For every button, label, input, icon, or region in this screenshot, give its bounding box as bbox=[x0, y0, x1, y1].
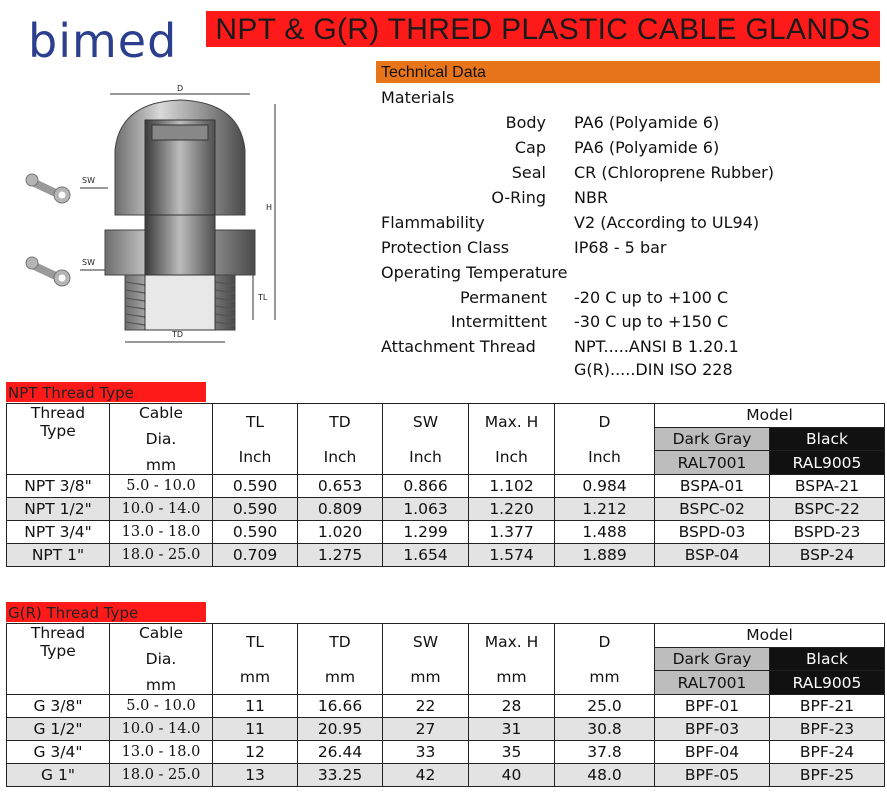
cap-label: Cap bbox=[514, 138, 546, 157]
gr-section-title: G(R) Thread Type bbox=[6, 602, 206, 622]
ral7001-header: RAL7001 bbox=[655, 451, 770, 475]
page-title: NPT & G(R) THRED PLASTIC CABLE GLANDS bbox=[206, 11, 880, 47]
sw-cell: 1.299 bbox=[383, 521, 469, 544]
tl-cell: 11 bbox=[213, 695, 298, 718]
model-dark-gray-cell: BSPA-01 bbox=[655, 475, 770, 498]
black-header: Black bbox=[770, 647, 885, 671]
tl-header: TL Inch bbox=[213, 404, 298, 475]
table-row bbox=[7, 764, 885, 787]
d-cell: 30.8 bbox=[555, 718, 655, 741]
sw-cell: 0.866 bbox=[383, 475, 469, 498]
cable-dia-cell: 13.0 - 18.0 bbox=[110, 741, 213, 764]
sw-cell: 42 bbox=[383, 764, 469, 787]
oring-label: O-Ring bbox=[491, 188, 546, 207]
permanent-label: Permanent bbox=[459, 288, 547, 307]
header-row bbox=[7, 404, 885, 428]
td-header: TD Inch bbox=[298, 404, 383, 475]
cable-dia-cell: 18.0 - 25.0 bbox=[110, 764, 213, 787]
model-black-cell: BPF-21 bbox=[770, 695, 885, 718]
tl-cell: 11 bbox=[213, 718, 298, 741]
model-black-cell: BSPC-22 bbox=[770, 498, 885, 521]
gr-spec-table bbox=[6, 623, 885, 787]
dark-gray-header: Dark Gray bbox=[655, 427, 770, 451]
thread-type-cell: G 1" bbox=[7, 764, 110, 787]
model-black-cell: BSP-24 bbox=[770, 544, 885, 567]
sw-cell: 22 bbox=[383, 695, 469, 718]
model-dark-gray-cell: BSP-04 bbox=[655, 544, 770, 567]
thread-type-cell: G 1/2" bbox=[7, 718, 110, 741]
body-label: Body bbox=[505, 113, 546, 132]
operating-temperature-label: Operating Temperature bbox=[381, 263, 568, 282]
td-cell: 0.809 bbox=[298, 498, 383, 521]
cable-dia-cell: 5.0 - 10.0 bbox=[110, 695, 213, 718]
wrench-icon bbox=[26, 257, 70, 286]
max-h-header: Max. H Inch bbox=[469, 404, 555, 475]
flammability-label: Flammability bbox=[381, 213, 485, 232]
d-cell: 0.984 bbox=[555, 475, 655, 498]
model-black-cell: BPF-23 bbox=[770, 718, 885, 741]
dim-label-sw: SW bbox=[82, 176, 95, 185]
ral9005-header: RAL9005 bbox=[770, 451, 885, 475]
td-cell: 26.44 bbox=[298, 741, 383, 764]
table-row bbox=[7, 695, 885, 718]
model-black-cell: BSPD-23 bbox=[770, 521, 885, 544]
sw-header: SW Inch bbox=[383, 404, 469, 475]
model-black-cell: BSPA-21 bbox=[770, 475, 885, 498]
tl-cell: 0.709 bbox=[213, 544, 298, 567]
table-row bbox=[7, 475, 885, 498]
d-cell: 1.889 bbox=[555, 544, 655, 567]
max-h-cell: 35 bbox=[469, 741, 555, 764]
cable-dia-header: Cable Dia. mm bbox=[110, 624, 213, 695]
model-dark-gray-cell: BSPD-03 bbox=[655, 521, 770, 544]
npt-section-title: NPT Thread Type bbox=[6, 382, 206, 402]
sw-header: SW mm bbox=[383, 624, 469, 695]
td-cell: 0.653 bbox=[298, 475, 383, 498]
table-row bbox=[7, 544, 885, 567]
d-cell: 1.488 bbox=[555, 521, 655, 544]
dark-gray-header: Dark Gray bbox=[655, 647, 770, 671]
thread-type-cell: NPT 3/4" bbox=[7, 521, 110, 544]
tl-header: TL mm bbox=[213, 624, 298, 695]
permanent-value: -20 C up to +100 C bbox=[574, 288, 729, 307]
thread-type-header: Thread Type bbox=[7, 404, 110, 475]
tl-cell: 0.590 bbox=[213, 475, 298, 498]
sw-cell: 33 bbox=[383, 741, 469, 764]
cable-dia-header: Cable Dia. mm bbox=[110, 404, 213, 475]
max-h-cell: 40 bbox=[469, 764, 555, 787]
ral9005-header: RAL9005 bbox=[770, 671, 885, 695]
model-dark-gray-cell: BPF-05 bbox=[655, 764, 770, 787]
table-row bbox=[7, 718, 885, 741]
cable-gland-diagram bbox=[20, 80, 290, 360]
body-value: PA6 (Polyamide 6) bbox=[574, 113, 720, 132]
dim-label-h: H bbox=[266, 203, 273, 212]
cable-dia-cell: 13.0 - 18.0 bbox=[110, 521, 213, 544]
oring-value: NBR bbox=[574, 188, 609, 207]
model-dark-gray-cell: BPF-04 bbox=[655, 741, 770, 764]
td-header: TD mm bbox=[298, 624, 383, 695]
max-h-cell: 1.377 bbox=[469, 521, 555, 544]
dim-label-td: TD bbox=[172, 330, 184, 339]
max-h-cell: 31 bbox=[469, 718, 555, 741]
table-row bbox=[7, 741, 885, 764]
attachment-thread-label: Attachment Thread bbox=[381, 337, 536, 356]
table-row bbox=[7, 521, 885, 544]
attachment-thread-gr: G(R).....DIN ISO 228 bbox=[574, 360, 733, 379]
td-cell: 33.25 bbox=[298, 764, 383, 787]
td-cell: 1.020 bbox=[298, 521, 383, 544]
protection-class-label: Protection Class bbox=[381, 238, 510, 257]
td-cell: 16.66 bbox=[298, 695, 383, 718]
cable-dia-cell: 18.0 - 25.0 bbox=[110, 544, 213, 567]
sw-cell: 27 bbox=[383, 718, 469, 741]
intermittent-value: -30 C up to +150 C bbox=[574, 312, 729, 331]
model-dark-gray-cell: BSPC-02 bbox=[655, 498, 770, 521]
technical-data-header: Technical Data bbox=[376, 61, 880, 83]
sw-cell: 1.063 bbox=[383, 498, 469, 521]
npt-spec-table bbox=[6, 403, 885, 567]
max-h-cell: 28 bbox=[469, 695, 555, 718]
model-black-cell: BPF-24 bbox=[770, 741, 885, 764]
seal-value: CR (Chloroprene Rubber) bbox=[574, 163, 774, 182]
model-header: Model bbox=[655, 404, 885, 428]
tl-cell: 13 bbox=[213, 764, 298, 787]
max-h-cell: 1.220 bbox=[469, 498, 555, 521]
wrench-icon bbox=[26, 174, 70, 203]
thread-type-cell: NPT 3/8" bbox=[7, 475, 110, 498]
d-header: D Inch bbox=[555, 404, 655, 475]
max-h-header: Max. H mm bbox=[469, 624, 555, 695]
sw-cell: 1.654 bbox=[383, 544, 469, 567]
thread-type-header: Thread Type bbox=[7, 624, 110, 695]
thread-type-cell: G 3/4" bbox=[7, 741, 110, 764]
d-cell: 1.212 bbox=[555, 498, 655, 521]
cable-dia-cell: 5.0 - 10.0 bbox=[110, 475, 213, 498]
td-cell: 20.95 bbox=[298, 718, 383, 741]
max-h-cell: 1.574 bbox=[469, 544, 555, 567]
brand-logo: bimed bbox=[28, 14, 178, 68]
model-black-cell: BPF-25 bbox=[770, 764, 885, 787]
td-cell: 1.275 bbox=[298, 544, 383, 567]
materials-label: Materials bbox=[381, 88, 455, 107]
model-dark-gray-cell: BPF-03 bbox=[655, 718, 770, 741]
d-header: D mm bbox=[555, 624, 655, 695]
dim-label-sw: SW bbox=[82, 258, 95, 267]
model-header: Model bbox=[655, 624, 885, 648]
thread-type-cell: NPT 1" bbox=[7, 544, 110, 567]
d-cell: 48.0 bbox=[555, 764, 655, 787]
d-cell: 25.0 bbox=[555, 695, 655, 718]
ral7001-header: RAL7001 bbox=[655, 671, 770, 695]
d-cell: 37.8 bbox=[555, 741, 655, 764]
cable-dia-cell: 10.0 - 14.0 bbox=[110, 498, 213, 521]
tl-cell: 0.590 bbox=[213, 521, 298, 544]
cable-dia-cell: 10.0 - 14.0 bbox=[110, 718, 213, 741]
flammability-value: V2 (According to UL94) bbox=[574, 213, 760, 232]
header-row bbox=[7, 624, 885, 648]
tl-cell: 0.590 bbox=[213, 498, 298, 521]
cap-value: PA6 (Polyamide 6) bbox=[574, 138, 720, 157]
attachment-thread-npt: NPT.....ANSI B 1.20.1 bbox=[574, 337, 739, 356]
intermittent-label: Intermittent bbox=[450, 312, 547, 331]
dim-label-tl: TL bbox=[258, 293, 268, 302]
table-row bbox=[7, 498, 885, 521]
black-header: Black bbox=[770, 427, 885, 451]
thread-type-cell: NPT 1/2" bbox=[7, 498, 110, 521]
max-h-cell: 1.102 bbox=[469, 475, 555, 498]
dim-label-d: D bbox=[177, 84, 184, 93]
seal-label: Seal bbox=[511, 163, 546, 182]
tl-cell: 12 bbox=[213, 741, 298, 764]
model-dark-gray-cell: BPF-01 bbox=[655, 695, 770, 718]
protection-class-value: IP68 - 5 bar bbox=[574, 238, 667, 257]
thread-type-cell: G 3/8" bbox=[7, 695, 110, 718]
